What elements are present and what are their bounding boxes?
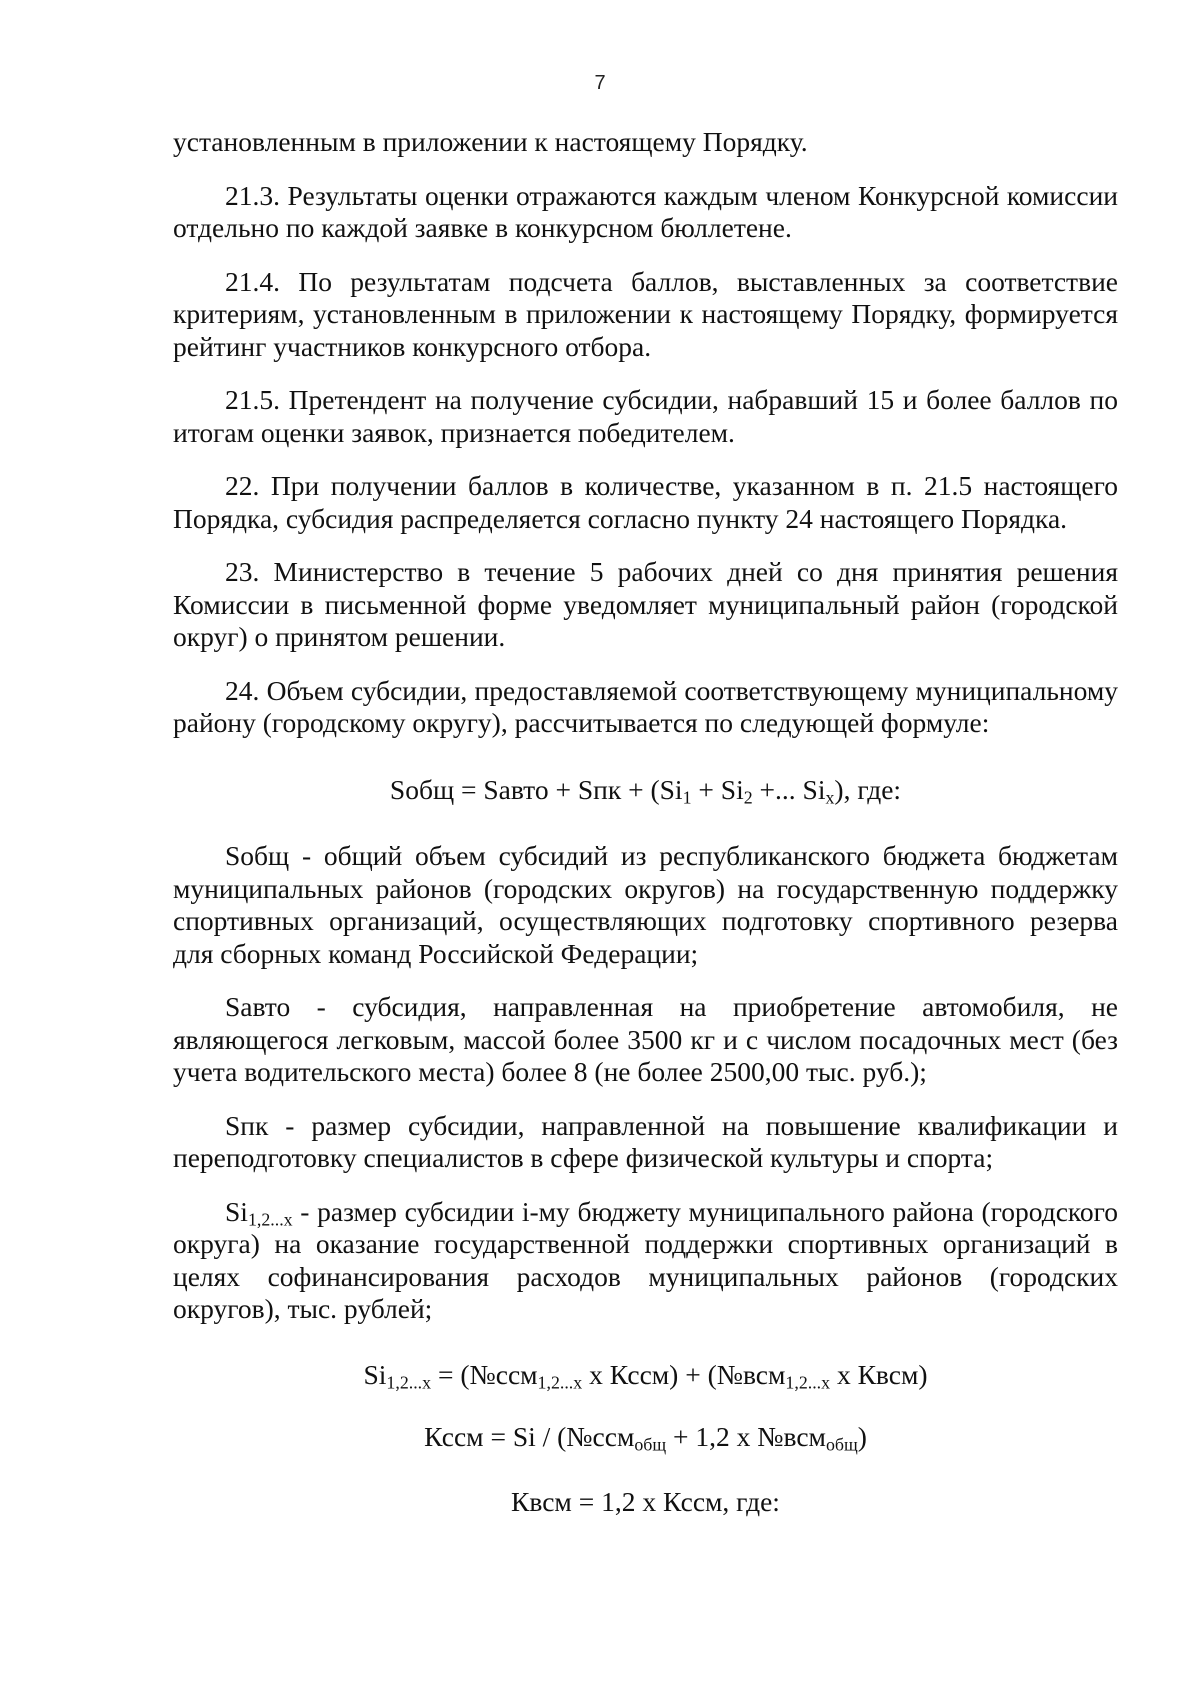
formula-total-subsidy: Sобщ = Sавто + Sпк + ($Si_1 + Si_2$ +... $Si_x$), где: xyxy=(389,773,902,807)
definition-s-total: Sобщ - общий объем субсидий из республиканского бюджета бюджетам муниципальных районов (городских округов) на государственную поддержку спортивных организаций, осуществляющих подготовку спортивного резерва для сборных команд Российской Федерации; xyxy=(173,840,1118,969)
definition-s-auto: Sавто - субсидия, направленная на приобретение автомобиля, не являющегося легковым, массой более 3500 кг и с числом посадочных мест (без учета водительского места) более 8 (не более 2500,00 тыс. руб.); xyxy=(173,991,1118,1087)
paragraph-22: 22. При получении баллов в количестве, указанном в п. 21.5 настоящего Порядка, субсидия распределяется согласно пункту 24 настоящего Порядка. xyxy=(173,470,1118,534)
definition-si: $Si_{1,2...x}$ - размер субсидии i-му бюджету муниципального района (городского округа) на оказание государственной поддержки спортивных организаций в целях софинансирования расходов муниципальных районов (городских округов), тыс. рублей; xyxy=(173,1195,1118,1324)
paragraph-21-3: 21.3. Результаты оценки отражаются каждым членом Конкурсной комиссии отдельно по каждой заявке в конкурсном бюллетене. xyxy=(173,179,1118,243)
paragraph-continuation: установленным в приложении к настоящему Порядку. xyxy=(173,126,808,157)
page-number: 7 xyxy=(594,72,606,94)
formula-kssm: Кссм = Si / (№ссм$_{общ}$ + 1,2 х №всм$_{общ}$) xyxy=(424,1421,867,1455)
paragraph-23: 23. Министерство в течение 5 рабочих дней со дня принятия решения Комиссии в письменной форме уведомляет муниципальный район (городской округ) о принятом решении. xyxy=(173,556,1118,652)
paragraph-21-5: 21.5. Претендент на получение субсидии, набравший 15 и более баллов по итогам оценки заявок, признается победителем. xyxy=(173,384,1118,448)
formula-kvsm: Квсм = 1,2 х Кссм, где: xyxy=(511,1485,780,1517)
formula-si: $Si_{1,2...x}$ = (№ссм$_{1,2...x}$ х Кссм) + (№всм$_{1,2...x}$ х Квсм) xyxy=(363,1358,928,1392)
paragraph-24: 24. Объем субсидии, предоставляемой соответствующему муниципальному району (городскому округу), рассчитывается по следующей формуле: xyxy=(173,674,1118,738)
document-body xyxy=(173,126,1118,1539)
paragraph-21-4: 21.4. По результатам подсчета баллов, выставленных за соответствие критериям, установленным в приложении к настоящему Порядку, формируется рейтинг участников конкурсного отбора. xyxy=(173,265,1118,362)
definition-s-pk: Sпк - размер субсидии, направленной на повышение квалификации и переподготовку специалистов в сфере физической культуры и спорта; xyxy=(173,1109,1118,1173)
